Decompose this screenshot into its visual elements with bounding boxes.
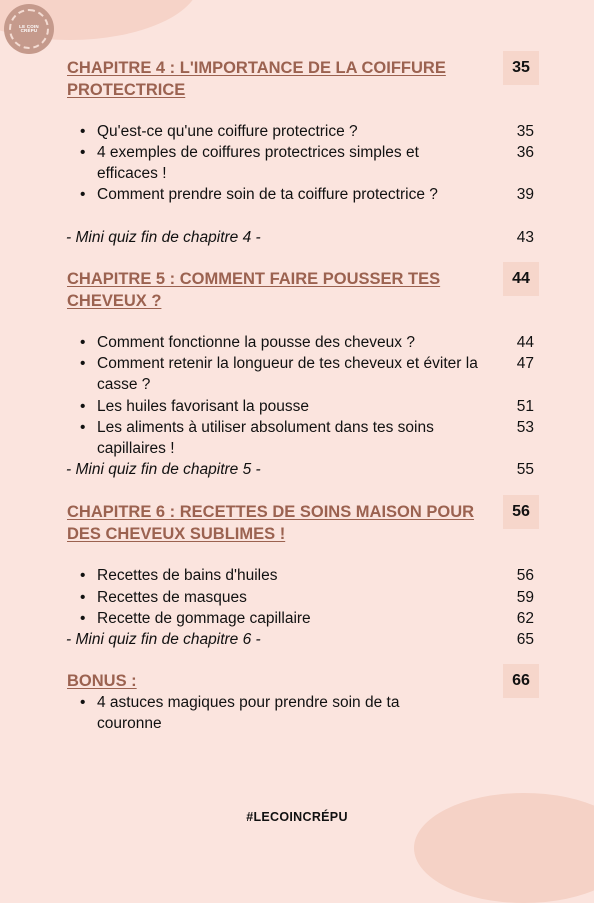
chapter-6-title[interactable]: CHAPITRE 6 : RECETTES DE SOINS MAISON POUR DES CHEVEUX SUBLIMES !	[67, 503, 475, 543]
toc-item-text: Les aliments à utiliser absolument dans tes soins capillaires !	[97, 419, 434, 457]
chapter-5-title[interactable]: CHAPITRE 5 : COMMENT FAIRE POUSSER TES CHEVEUX ?	[67, 270, 441, 310]
brand-logo	[4, 4, 54, 54]
toc-item-page: 35	[516, 123, 534, 140]
toc-item-page: 62	[516, 610, 534, 627]
toc-item[interactable]	[80, 142, 480, 184]
toc-item-page: 51	[516, 398, 534, 415]
bullet-icon: •	[80, 144, 86, 161]
toc-item[interactable]	[80, 353, 480, 395]
bullet-icon: •	[80, 567, 86, 584]
toc-item[interactable]	[80, 565, 480, 586]
toc-item-text: Recettes de masques	[97, 589, 247, 606]
chapter-4-page: 35	[503, 51, 539, 85]
logo-text: LE COIN CRÉPU	[19, 23, 39, 33]
toc-item-page: 39	[516, 186, 534, 203]
toc-item-page: 44	[516, 334, 534, 351]
toc-item-text: Les huiles favorisant la pousse	[97, 398, 309, 415]
toc-item[interactable]	[80, 587, 480, 608]
bullet-icon: •	[80, 610, 86, 627]
toc-item[interactable]	[80, 692, 480, 734]
toc-item[interactable]	[80, 121, 480, 142]
bullet-icon: •	[80, 589, 86, 606]
chapter-4-quiz-page: 43	[516, 229, 534, 246]
toc-item[interactable]	[80, 608, 480, 629]
chapter-5-quiz-page: 55	[516, 461, 534, 478]
toc-item-text: Qu'est-ce qu'une coiffure protectrice ?	[97, 123, 358, 140]
toc-item[interactable]	[80, 417, 480, 459]
chapter-6-page: 56	[503, 495, 539, 529]
toc-item-text: Comment retenir la longueur de tes cheveux et éviter la casse ?	[97, 355, 478, 393]
toc-item-text: Comment fonctionne la pousse des cheveux ?	[97, 334, 415, 351]
toc-item-page: 36	[516, 144, 534, 161]
toc-item-text: Recette de gommage capillaire	[97, 610, 311, 627]
bonus-title[interactable]: BONUS :	[67, 672, 137, 690]
chapter-4-title[interactable]: CHAPITRE 4 : L'IMPORTANCE DE LA COIFFURE PROTECTRICE	[67, 59, 446, 99]
toc-item[interactable]	[80, 184, 480, 205]
footer-hashtag: #LECOINCRÉPU	[246, 810, 348, 824]
bullet-icon: •	[80, 334, 86, 351]
toc-item-page: 59	[516, 589, 534, 606]
bullet-icon: •	[80, 355, 86, 372]
toc-item-page: 47	[516, 355, 534, 372]
bonus-page: 66	[503, 664, 539, 698]
toc-item-text: 4 exemples de coiffures protectrices simples et efficaces !	[97, 144, 419, 182]
bullet-icon: •	[80, 186, 86, 203]
chapter-6-quiz-page: 65	[516, 631, 534, 648]
toc-item[interactable]	[80, 396, 480, 417]
toc-item[interactable]	[80, 332, 480, 353]
chapter-5-page: 44	[503, 262, 539, 296]
bullet-icon: •	[80, 419, 86, 436]
chapter-5-quiz[interactable]: - Mini quiz fin de chapitre 5 -	[66, 461, 261, 478]
bullet-icon: •	[80, 123, 86, 140]
toc-item-page: 56	[516, 567, 534, 584]
toc-item-text: Comment prendre soin de ta coiffure protectrice ?	[97, 186, 438, 203]
toc-item-text: 4 astuces magiques pour prendre soin de ta couronne	[97, 694, 400, 732]
bullet-icon: •	[80, 398, 86, 415]
bullet-icon: •	[80, 694, 86, 711]
chapter-6-quiz[interactable]: - Mini quiz fin de chapitre 6 -	[66, 631, 261, 648]
logo-ring	[9, 9, 49, 49]
toc-item-text: Recettes de bains d'huiles	[97, 567, 278, 584]
toc-item-page: 53	[516, 419, 534, 436]
chapter-4-quiz[interactable]: - Mini quiz fin de chapitre 4 -	[66, 229, 261, 246]
